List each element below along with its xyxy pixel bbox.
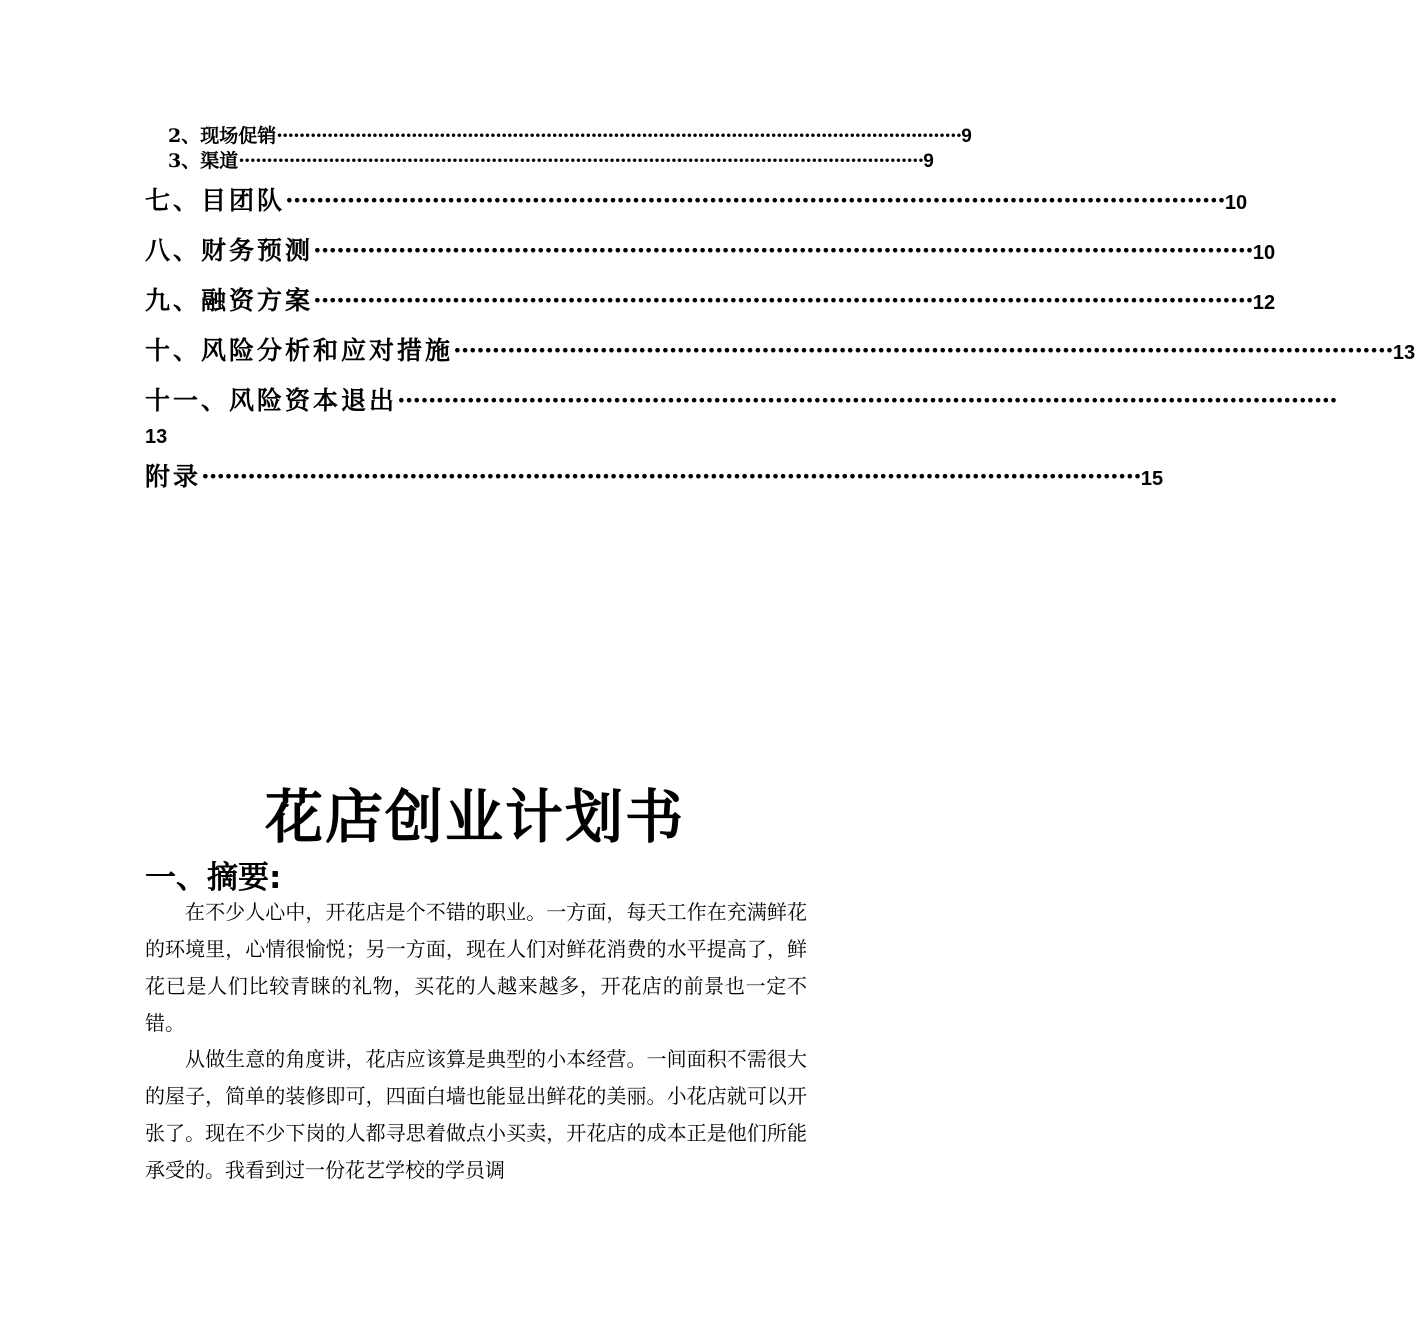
toc-entry[interactable] — [145, 236, 1276, 265]
toc-entry-page: 9 — [923, 151, 934, 172]
toc-entry-label: 3、渠道 — [168, 150, 239, 172]
toc-entry-page: 10 — [1252, 242, 1276, 264]
toc-entry-page: 10 — [1224, 192, 1248, 214]
toc-entry-label: 八、财务预测 — [145, 236, 314, 265]
body-paragraph: 在不少人心中，开花店是个不错的职业。一方面，每天工作在充满鲜花的环境里，心情很愉悦；另一方面，现在人们对鲜花消费的水平提高了，鲜花已是人们比较青睐的礼物，买花的人越来越多，开花店的前景也一定不错。 — [145, 900, 807, 1035]
toc-entry[interactable] — [145, 286, 1276, 315]
toc-entry-page: 13 — [1392, 342, 1415, 364]
body-paragraph: 从做生意的角度讲，花店应该算是典型的小本经营。一间面积不需很大的屋子，简单的装修即可，四面白墙也能显出鲜花的美丽。小花店就可以开张了。现在不少下岗的人都寻思着做点小买卖，开花店的成本正是他们所能承受的。我看到过一份花艺学校的学员调 — [145, 1047, 807, 1182]
toc-leader-dots: ·························································································································· — [453, 336, 1393, 365]
toc-leader-dots: ·························································································································· — [313, 236, 1253, 265]
toc-leader-dots: ·························································································································· — [201, 462, 1141, 491]
toc-leader-dots: ·························································································································· — [238, 150, 924, 172]
toc-entry-label: 十、风险分析和应对措施 — [145, 336, 454, 365]
toc-leader-dots: ·························································································································· — [313, 286, 1253, 315]
toc-entry-label: 十一、风险资本退出 — [145, 386, 398, 415]
toc-entry[interactable] — [145, 462, 1164, 491]
toc-leader-dots: ·························································································································· — [285, 186, 1225, 215]
toc-entry-page: 9 — [961, 126, 972, 147]
toc-entry-page: 15 — [1140, 468, 1164, 490]
toc-leader-dots: ·························································································································· — [397, 386, 1337, 415]
toc-entry[interactable] — [168, 150, 934, 172]
toc-entry-label: 附录 — [145, 462, 202, 491]
toc-entry[interactable] — [168, 125, 972, 147]
toc-entry[interactable] — [145, 186, 1248, 215]
toc-entry-label: 九、融资方案 — [145, 286, 314, 315]
toc-entry-label: 七、目团队 — [145, 186, 286, 215]
toc-entry[interactable] — [145, 386, 1337, 415]
toc-leader-dots: ·························································································································· — [276, 125, 962, 147]
toc-entry-page: 13 — [145, 426, 168, 448]
toc-entry-label: 2、现场促销 — [168, 125, 277, 147]
toc-entry[interactable] — [145, 336, 1415, 365]
section-heading: 一、摘要: — [145, 860, 282, 896]
document-title: 花店创业计划书 — [264, 783, 685, 851]
toc-entry-page: 12 — [1252, 292, 1276, 314]
